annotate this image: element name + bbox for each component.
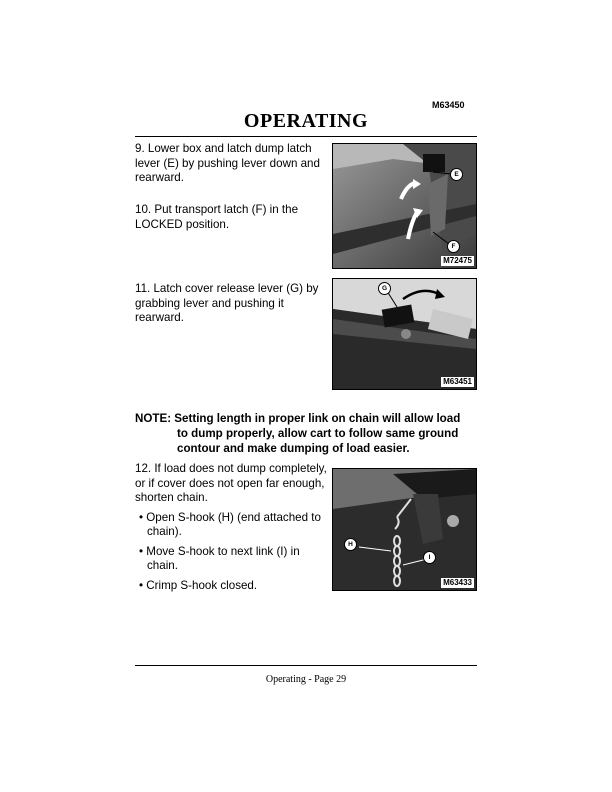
callout-e: E [450, 168, 463, 181]
step-11-text: 11. Latch cover release lever (G) by grabbing lever and pushing it rearward. [135, 282, 319, 324]
callout-i: I [423, 551, 436, 564]
step-10-text: 10. Put transport latch (F) in the LOCKED position. [135, 203, 299, 231]
page-title: OPERATING [243, 110, 369, 132]
s-hook-chain-illustration [333, 469, 476, 590]
callout-f: F [447, 240, 460, 253]
step-12-text: 12. If load does not dump completely, or if cover does not open far enough, shorten chain. [135, 462, 327, 504]
step-9-text: 9. Lower box and latch dump latch lever (E) by pushing lever down and rearward. [135, 142, 320, 184]
bullet-move-s-hook: • Move S-hook to next link (I) in chain. [139, 544, 300, 572]
page-footer: Operating - Page 29 [265, 674, 347, 685]
header-rule [135, 136, 477, 137]
bullet-crimp-s-hook: • Crimp S-hook closed. [139, 578, 258, 592]
note-line-3: contour and make dumping of load easier. [177, 442, 410, 455]
figure-id-label: M63433 [443, 578, 472, 587]
figure-s-hook-chain-photo [332, 468, 477, 591]
note-line-1: NOTE: Setting length in proper link on chain will allow load [135, 412, 461, 425]
footer-rule [135, 665, 477, 666]
note-line-2: to dump properly, allow cart to follow same ground [177, 427, 459, 440]
bullet-open-s-hook: • Open S-hook (H) (end attached to chain). [139, 510, 321, 538]
step-12-block [135, 462, 331, 593]
figure-id-label: M63451 [443, 377, 472, 386]
callout-h: H [344, 538, 357, 551]
callout-g: G [378, 282, 391, 295]
figure-id-label: M72475 [443, 256, 472, 265]
document-number: M63450 [432, 100, 465, 110]
cover-release-illustration [333, 279, 476, 389]
figure-cover-release-photo [332, 278, 477, 390]
figure-dump-latch-photo [332, 143, 477, 269]
note-block [135, 411, 485, 456]
